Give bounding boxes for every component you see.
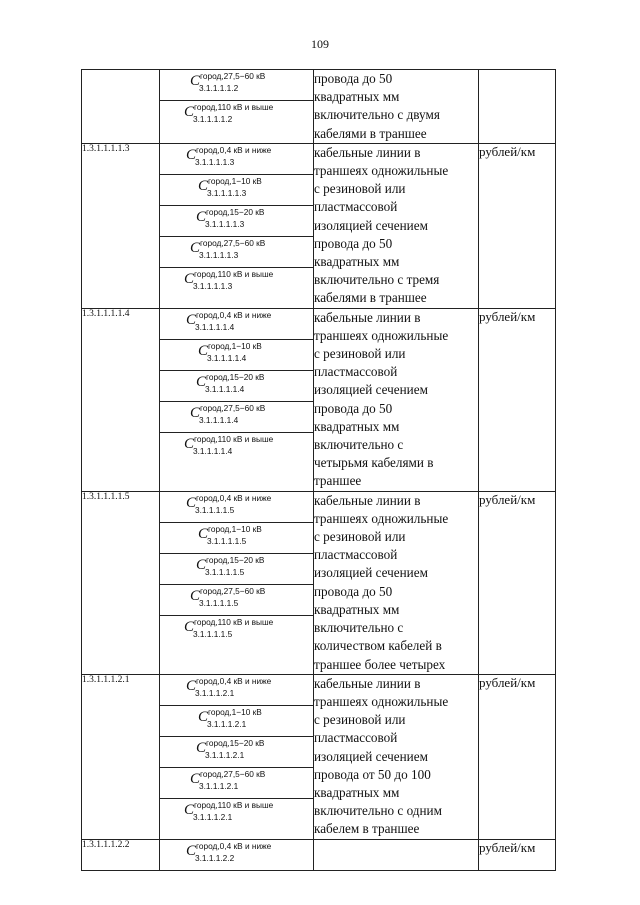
row-description: [314, 70, 479, 144]
formula-subscript: 3.1.1.1.2.1: [207, 718, 247, 729]
formula-superscript: город,15−20 кВ: [206, 737, 265, 748]
description-line: кабельные линии в: [314, 309, 421, 325]
formula-cell: [160, 705, 313, 736]
formula-superscript: город,15−20 кВ: [206, 554, 265, 565]
formula-symbol: C: [198, 525, 209, 542]
description-line: квадратных мм: [314, 89, 400, 105]
formula-superscript: город,15−20 кВ: [206, 371, 265, 382]
formula-symbol: C: [198, 342, 209, 359]
formula-subscript: 3.1.1.1.1.4: [199, 414, 239, 425]
formula-superscript: город,1−10 кВ: [208, 523, 262, 534]
formula-symbol: C: [190, 404, 201, 421]
table-row: [82, 674, 556, 839]
row-unit: [479, 70, 556, 144]
formula-cell: [160, 522, 313, 553]
formula-cell: [160, 174, 313, 205]
formula-symbol: C: [184, 801, 195, 818]
description-line: изоляцией сечением: [314, 217, 428, 233]
table-row: [82, 143, 556, 308]
description-line: траншеях одножильные: [314, 510, 449, 526]
formula-superscript: город,0,4 кВ и ниже: [196, 840, 272, 851]
formula-cell: [160, 553, 313, 584]
row-description: [314, 491, 479, 674]
row-code: 1.3.1.1.1.1.5: [82, 491, 160, 674]
formula-symbol: C: [186, 311, 197, 328]
description-line: включительно с: [314, 620, 404, 636]
description-line: включительно с двумя: [314, 107, 440, 123]
formula-cell: [160, 267, 313, 298]
formula-symbol: C: [196, 556, 207, 573]
formula-subscript: 3.1.1.1.1.5: [193, 628, 233, 639]
formula-symbol: C: [186, 842, 197, 859]
formula-subscript: 3.1.1.1.2.1: [205, 749, 245, 760]
row-description: [314, 839, 479, 870]
formula-cell: [160, 144, 313, 174]
formula-subscript: 3.1.1.1.1.4: [195, 321, 235, 332]
row-code: 1.3.1.1.1.2.2: [82, 839, 160, 870]
formula-symbol: C: [190, 587, 201, 604]
row-unit: рублей/км: [479, 308, 556, 491]
description-line: четырьмя кабелями в: [314, 455, 434, 471]
description-line: кабелем в траншее: [314, 821, 420, 837]
formula-cell: [160, 70, 313, 100]
description-line: с резиновой или: [314, 346, 406, 362]
description-line: включительно с: [314, 437, 404, 453]
formula-subscript: 3.1.1.1.1.4: [205, 383, 245, 394]
formula-symbol: C: [184, 435, 195, 452]
formula-subscript: 3.1.1.1.2.1: [193, 811, 233, 822]
formula-superscript: город,110 кВ и выше: [194, 102, 274, 112]
formula-superscript: город,27,5−60 кВ: [200, 402, 266, 413]
formula-symbol: C: [184, 104, 195, 120]
formula-subscript: 3.1.1.1.1.5: [205, 566, 245, 577]
formula-cell: [160, 840, 313, 870]
formula-cell: [160, 236, 313, 267]
description-line: кабельные линии в: [314, 144, 421, 160]
formula-symbol: C: [198, 177, 209, 194]
formula-symbol: C: [186, 494, 197, 511]
row-description: [314, 308, 479, 491]
description-line: пластмассовой: [314, 364, 398, 380]
description-line: кабелями в траншее: [314, 125, 427, 141]
row-unit: рублей/км: [479, 143, 556, 308]
formula-subscript: 3.1.1.1.1.3: [193, 280, 233, 291]
formula-cell: [160, 736, 313, 767]
formula-cell: [160, 309, 313, 339]
formula-subscript: 3.1.1.1.1.2: [193, 114, 233, 124]
formula-symbol: C: [196, 208, 207, 225]
formula-superscript: город,27,5−60 кВ: [200, 585, 266, 596]
description-line: траншее более четырех: [314, 656, 446, 672]
row-description: [314, 674, 479, 839]
formula-superscript: город,110 кВ и выше: [194, 799, 274, 810]
row-code: 1.3.1.1.1.1.3: [82, 143, 160, 308]
formula-superscript: город,0,4 кВ и ниже: [196, 309, 272, 320]
formula-cell-group: [160, 839, 314, 870]
description-line: провода до 50: [314, 400, 393, 416]
description-line: изоляцией сечением: [314, 748, 428, 764]
formula-symbol: C: [184, 618, 195, 635]
description-line: кабельные линии в: [314, 492, 421, 508]
row-unit: рублей/км: [479, 839, 556, 870]
description-line: кабелями в траншее: [314, 290, 427, 306]
description-line: провода до 50: [314, 235, 393, 251]
tariff-table: [81, 69, 556, 871]
description-line: кабельные линии в: [314, 675, 421, 691]
formula-cell: [160, 370, 313, 401]
formula-cell: [160, 492, 313, 522]
table-row: [82, 839, 556, 870]
formula-symbol: C: [190, 73, 201, 89]
description-line: количеством кабелей в: [314, 638, 442, 654]
row-description: [314, 143, 479, 308]
formula-cell-group: [160, 143, 314, 308]
formula-superscript: город,27,5−60 кВ: [200, 237, 266, 248]
description-line: включительно с тремя: [314, 272, 440, 288]
formula-symbol: C: [184, 270, 195, 287]
formula-superscript: город,15−20 кВ: [206, 206, 265, 217]
formula-symbol: C: [186, 146, 197, 163]
page-number: 109: [311, 37, 329, 51]
formula-subscript: 3.1.1.1.1.4: [207, 352, 247, 363]
formula-subscript: 3.1.1.1.1.5: [199, 597, 239, 608]
formula-cell: [160, 675, 313, 705]
formula-cell: [160, 798, 313, 829]
description-line: изоляцией сечением: [314, 565, 428, 581]
description-line: пластмассовой: [314, 730, 398, 746]
formula-superscript: город,0,4 кВ и ниже: [196, 675, 272, 686]
description-line: траншеях одножильные: [314, 693, 449, 709]
formula-cell-group: [160, 308, 314, 491]
formula-superscript: город,1−10 кВ: [208, 175, 262, 186]
row-code: [82, 70, 160, 144]
formula-subscript: 3.1.1.1.1.3: [199, 249, 239, 260]
formula-subscript: 3.1.1.1.2.2: [195, 852, 235, 863]
formula-cell-group: [160, 491, 314, 674]
description-line: квадратных мм: [314, 784, 400, 800]
formula-subscript: 3.1.1.1.1.3: [195, 156, 235, 167]
description-line: с резиновой или: [314, 712, 406, 728]
formula-cell: [160, 205, 313, 236]
formula-symbol: C: [190, 239, 201, 256]
formula-cell-group: [160, 674, 314, 839]
formula-symbol: C: [186, 677, 197, 694]
description-line: провода до 50: [314, 71, 393, 86]
description-line: квадратных мм: [314, 418, 400, 434]
formula-superscript: город,27,5−60 кВ: [200, 71, 266, 81]
formula-cell: [160, 339, 313, 370]
row-unit: рублей/км: [479, 674, 556, 839]
description-line: провода от 50 до 100: [314, 766, 431, 782]
formula-cell: [160, 615, 313, 646]
formula-superscript: город,1−10 кВ: [208, 706, 262, 717]
formula-subscript: 3.1.1.1.1.3: [205, 218, 245, 229]
formula-cell-group: [160, 70, 314, 144]
row-unit: рублей/км: [479, 491, 556, 674]
formula-cell: [160, 432, 313, 463]
row-code: 1.3.1.1.1.1.4: [82, 308, 160, 491]
description-line: с резиновой или: [314, 529, 406, 545]
description-line: с резиновой или: [314, 181, 406, 197]
description-line: пластмассовой: [314, 199, 398, 215]
formula-cell: [160, 401, 313, 432]
description-line: квадратных мм: [314, 254, 400, 270]
row-code: 1.3.1.1.1.2.1: [82, 674, 160, 839]
formula-cell: [160, 767, 313, 798]
description-line: траншеях одножильные: [314, 163, 449, 179]
table-row: [82, 491, 556, 674]
formula-subscript: 3.1.1.1.1.3: [207, 187, 247, 198]
formula-cell: [160, 100, 313, 131]
formula-symbol: C: [196, 373, 207, 390]
description-line: квадратных мм: [314, 601, 400, 617]
formula-superscript: город,0,4 кВ и ниже: [196, 144, 272, 155]
formula-superscript: город,110 кВ и выше: [194, 616, 274, 627]
formula-subscript: 3.1.1.1.1.5: [207, 535, 247, 546]
formula-superscript: город,27,5−60 кВ: [200, 768, 266, 779]
description-line: изоляцией сечением: [314, 382, 428, 398]
formula-subscript: 3.1.1.1.1.2: [199, 83, 239, 93]
description-line: траншеях одножильные: [314, 327, 449, 343]
description-line: провода до 50: [314, 583, 393, 599]
description-line: включительно с одним: [314, 803, 442, 819]
description-line: траншее: [314, 473, 362, 489]
formula-symbol: C: [198, 708, 209, 725]
formula-subscript: 3.1.1.1.1.4: [193, 445, 233, 456]
formula-subscript: 3.1.1.1.1.5: [195, 504, 235, 515]
formula-superscript: город,0,4 кВ и ниже: [196, 492, 272, 503]
formula-subscript: 3.1.1.1.2.1: [195, 687, 235, 698]
formula-superscript: город,110 кВ и выше: [194, 433, 274, 444]
formula-symbol: C: [196, 739, 207, 756]
formula-superscript: город,110 кВ и выше: [194, 268, 274, 279]
formula-cell: [160, 584, 313, 615]
description-line: пластмассовой: [314, 547, 398, 563]
formula-superscript: город,1−10 кВ: [208, 340, 262, 351]
formula-subscript: 3.1.1.1.2.1: [199, 780, 239, 791]
table-row: [82, 308, 556, 491]
table-row: [82, 70, 556, 144]
formula-symbol: C: [190, 770, 201, 787]
